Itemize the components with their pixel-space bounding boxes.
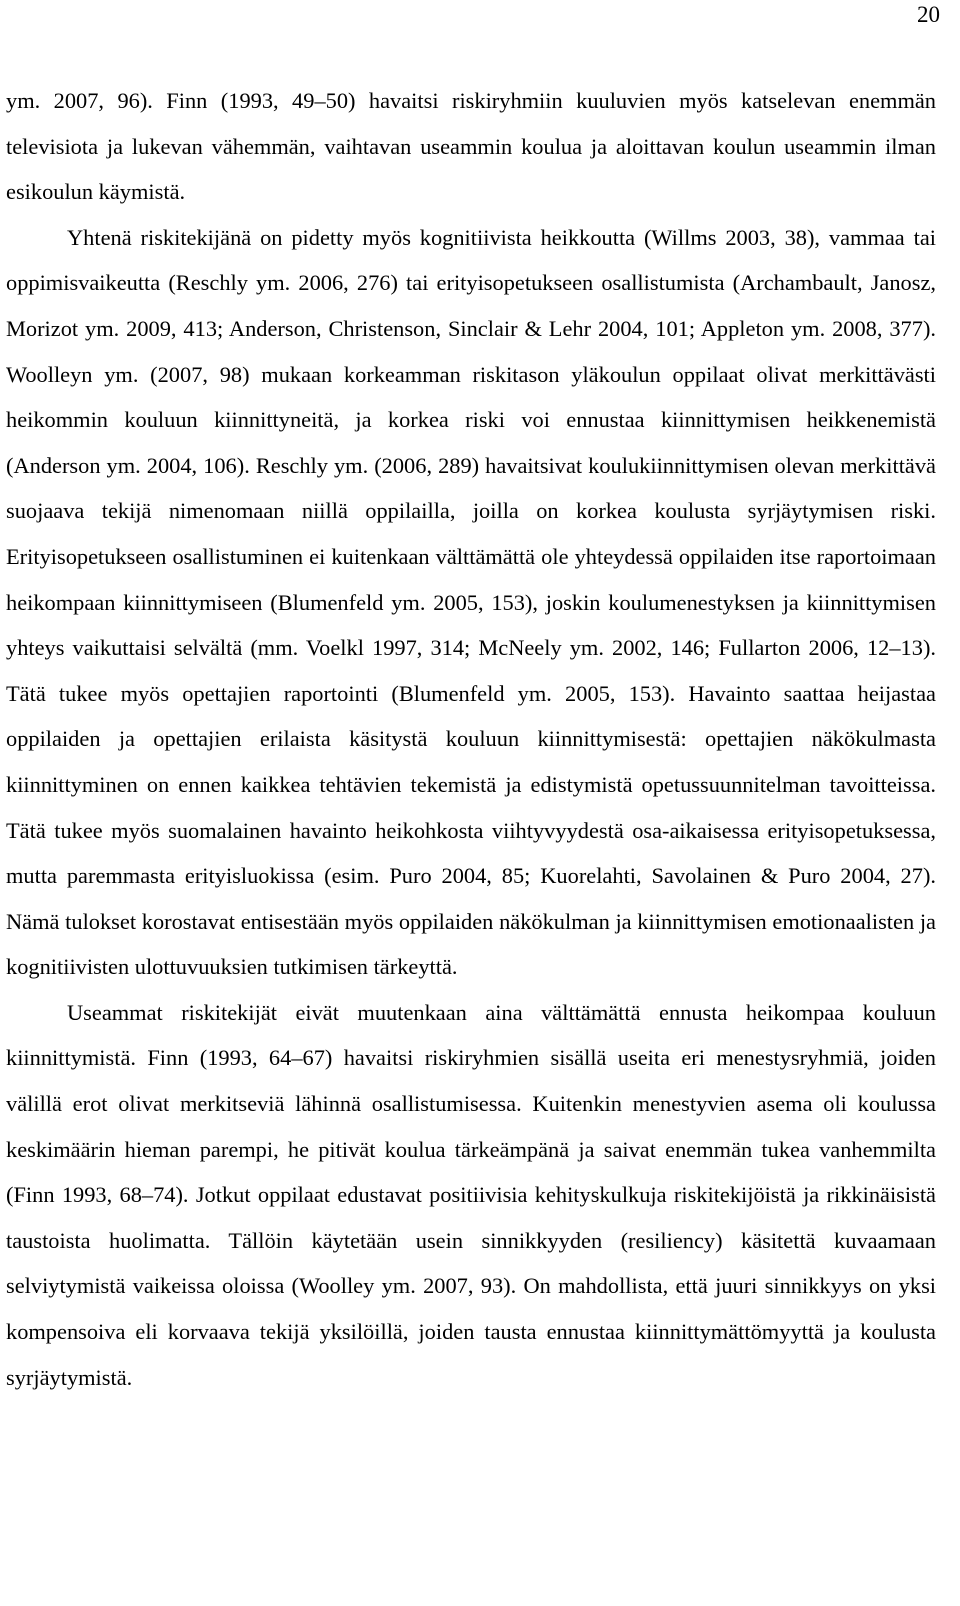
paragraph-resiliency: Useammat riskitekijät eivät muutenkaan aina välttämättä ennusta heikompaa kouluun kiinnittymistä. Finn (1993, 64–67) havaitsi riskiryhmien sisällä useita eri menestysryhmiä, joiden välillä erot olivat merkitseviä lähinnä osallistumisessa. Kuitenkin menestyvien asema oli koulussa keskimäärin hieman parempi, he pitivät koulua tärkeämpänä ja saivat enemmän tukea vanhemmilta (Finn 1993, 68–74). Jotkut oppilaat edustavat positiivisia kehityskulkuja riskitekijöistä ja rikkinäisistä taustoista huolimatta. Tällöin käytetään usein sinnikkyyden (resiliency) käsitettä kuvaamaan selviytymistä vaikeissa oloissa (Woolley ym. 2007, 93). On mahdollista, että juuri sinnikkyys on yksi kompensoiva eli korvaava tekijä yksilöillä, joiden tausta ennustaa kiinnittymättömyyttä ja koulusta syrjäytymistä.	[6, 999, 936, 1390]
paragraph-risk-factors: Yhtenä riskitekijänä on pidetty myös kognitiivista heikkoutta (Willms 2003, 38), vammaa tai oppimisvaikeutta (Reschly ym. 2006, 276) tai erityisopetukseen osallistumista (Archambault, Janosz, Morizot ym. 2009, 413; Anderson, Christenson, Sinclair & Lehr 2004, 101; Appleton ym. 2008, 377). Woolleyn ym. (2007, 98) mukaan korkeamman riskitason yläkoulun oppilaat olivat merkittävästi heikommin kouluun kiinnittyneitä, ja korkea riski voi ennustaa kiinnittymisen heikkenemistä (Anderson ym. 2004, 106). Reschly ym. (2006, 289) havaitsivat koulukiinnittymisen olevan merkittävä suojaava tekijä nimenomaan niillä oppilailla, joilla on korkea koulusta syrjäytymisen riski. Erityisopetukseen osallistuminen ei kuitenkaan välttämättä ole yhteydessä oppilaiden itse raportoimaan heikompaan kiinnittymiseen (Blumenfeld ym. 2005, 153), joskin koulumenestyksen ja kiinnittymisen yhteys vaikuttaisi selvältä (mm. Voelkl 1997, 314; McNeely ym. 2002, 146; Fullarton 2006, 12–13). Tätä tukee myös opettajien raportointi (Blumenfeld ym. 2005, 153). Havainto saattaa heijastaa oppilaiden ja opettajien erilaista käsitystä kouluun kiinnittymisestä: opettajien näkökulmasta kiinnittyminen on ennen kaikkea tehtävien tekemistä ja edistymistä opetussuunnitelman tavoitteissa. Tätä tukee myös suomalainen havainto heikohkosta viihtyvyydestä osa-aikaisessa erityisopetuksessa, mutta paremmasta erityisluokissa (esim. Puro 2004, 85; Kuorelahti, Savolainen & Puro 2004, 27). Nämä tulokset korostavat entisestään myös oppilaiden näkökulman ja kiinnittymisen emotionaalisten ja kognitiivisten ulottuvuuksien tutkimisen tärkeyttä.	[6, 224, 936, 980]
page-number: 20	[917, 2, 940, 27]
paragraph-continuation: ym. 2007, 96). Finn (1993, 49–50) havaitsi riskiryhmiin kuuluvien myös katselevan enemmän televisiota ja lukevan vähemmän, vaihtavan useammin koulua ja aloittavan koulun useammin ilman esikoulun käymistä.	[6, 88, 936, 205]
body-text	[6, 78, 936, 1400]
